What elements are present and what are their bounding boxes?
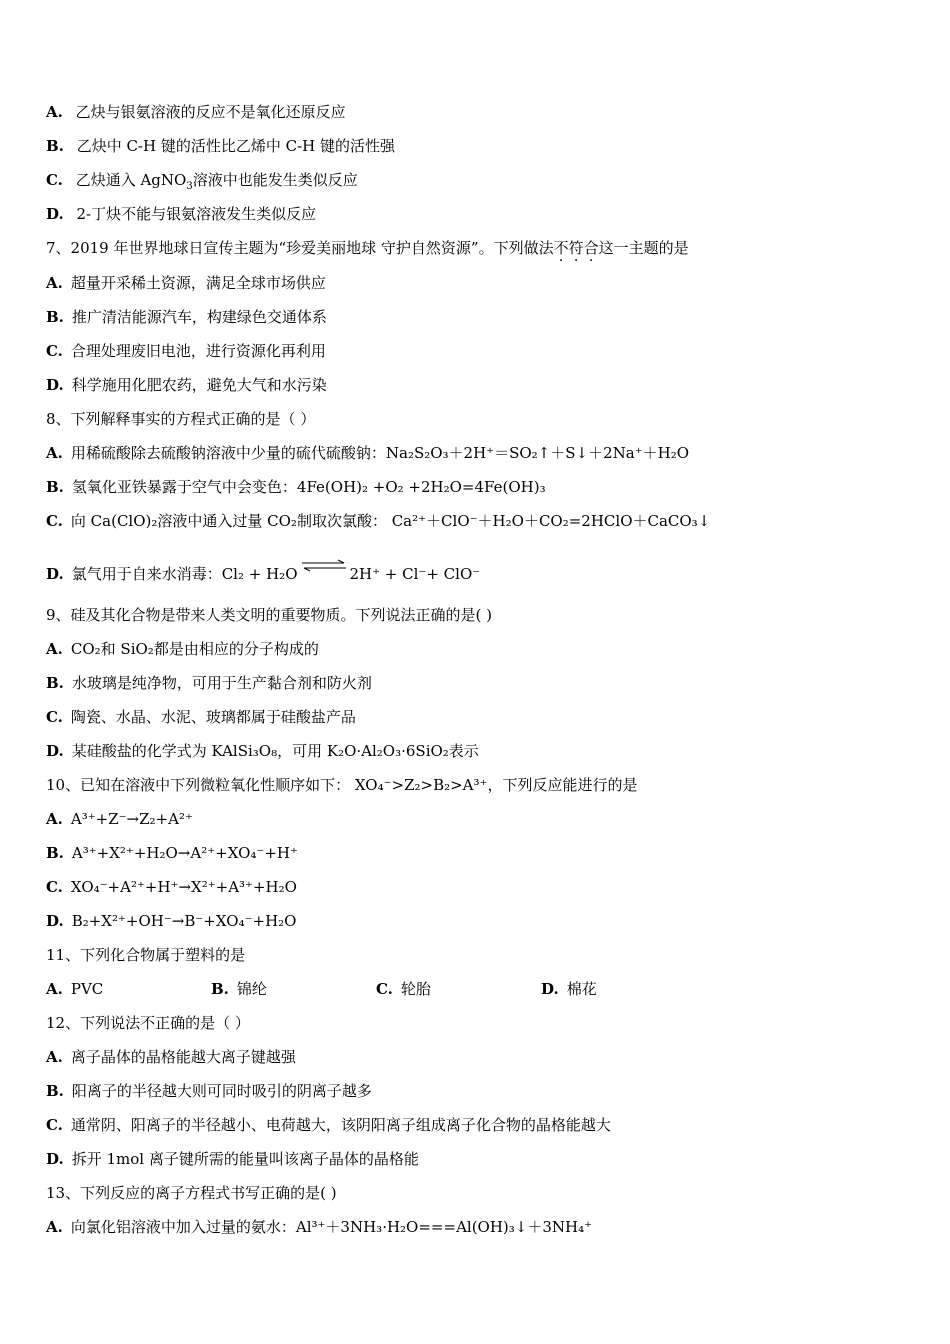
q12-option-b [46,1081,372,1101]
option-label: B. [46,674,64,692]
option-label: B. [46,844,64,862]
q7-option-d [46,375,327,395]
q10-option-d [46,911,296,931]
q11-options-row [46,979,661,999]
option-text: 氢氧化亚铁暴露于空气中会变色：4Fe(OH)₂ +O₂ +2H₂O=4Fe(OH)₃ [71,478,546,496]
option-label: D. [46,565,64,583]
option-text: 超量开采稀土资源，满足全球市场供应 [70,274,326,292]
equilibrium-arrow-icon [302,559,346,573]
option-label: C. [46,878,63,896]
q10-option-b [46,843,298,863]
option-text-post: 溶液中也能发生类似反应 [192,171,358,189]
option-text: 轮胎 [400,980,431,998]
option-text: 离子晶体的晶格能越大离子键越强 [70,1048,296,1066]
option-text: 水玻璃是纯净物，可用于生产黏合剂和防火剂 [71,674,372,692]
q8-option-c [46,511,710,531]
option-label: B. [46,137,64,155]
option-label: C. [376,980,393,998]
q10-option-c [46,877,297,897]
emphasis-char: 合 [583,239,599,257]
option-text-post: 2H⁺ + Cl⁻+ ClO⁻ [349,565,481,583]
option-text: 向 Ca(ClO)₂溶液中通入过量 CO₂制取次氯酸： Ca²⁺＋ClO⁻＋H₂O＋CO₂=2HClO＋CaCO₃↓ [70,512,711,530]
option-text: A³⁺+Z⁻→Z₂+A²⁺ [70,810,193,828]
option-label: D. [46,742,64,760]
q9-option-a [46,639,319,659]
option-label: A. [46,640,63,658]
option-label: A. [46,274,63,292]
option-text: A³⁺+X²⁺+H₂O→A²⁺+XO₄⁻+H⁺ [71,844,298,862]
q13-option-a [46,1217,592,1237]
option-text: 阳离子的半径越大则可同时吸引的阴离子越多 [71,1082,372,1100]
option-label: B. [46,308,64,326]
option-label: B. [211,980,229,998]
q11-option-c [376,979,541,999]
question-7-stem [46,238,689,258]
option-label: B. [46,478,64,496]
option-text: 推广清洁能源汽车，构建绿色交通体系 [71,308,327,326]
option-text-pre: 氯气用于自来水消毒：Cl₂ + H₂O [71,565,298,583]
option-label: A. [46,103,63,121]
question-10-stem: 10、已知在溶液中下列微粒氧化性顺序如下： XO₄⁻>Z₂>B₂>A³⁺，下列反应能进行的是 [46,776,638,794]
q12-option-d [46,1149,419,1169]
option-text: 锦纶 [236,980,267,998]
option-text: 乙炔中 C-H 键的活性比乙烯中 C-H 键的活性强 [76,137,396,155]
question-13-stem: 13、下列反应的离子方程式书写正确的是( ) [46,1184,337,1202]
option-text [75,171,358,192]
emphasis-char: 不 [553,239,569,257]
option-b [46,136,395,156]
option-label: D. [46,376,64,394]
q9-option-c [46,707,356,727]
option-text: 向氯化铝溶液中加入过量的氨水：Al³⁺＋3NH₃·H₂O===Al(OH)₃↓＋3NH₄⁺ [70,1218,593,1236]
q8-option-d [46,559,480,584]
option-label: A. [46,444,63,462]
option-label: D. [46,912,64,930]
q11-option-b [211,979,376,999]
option-label: D. [46,1150,64,1168]
q11-option-d [541,979,661,999]
subscript: 3 [186,181,193,192]
q9-option-b [46,673,372,693]
q12-option-a [46,1047,296,1067]
option-label: B. [46,1082,64,1100]
option-text: 拆开 1mol 离子键所需的能量叫该离子晶体的晶格能 [71,1150,419,1168]
option-text: 某硅酸盐的化学式为 KAlSi₃O₈，可用 K₂O·Al₂O₃·6SiO₂表示 [71,742,479,760]
option-text: B₂+X²⁺+OH⁻→B⁻+XO₄⁻+H₂O [71,912,297,930]
option-text: 陶瓷、水晶、水泥、玻璃都属于硅酸盐产品 [70,708,356,726]
option-label: A. [46,810,63,828]
q11-option-a [46,979,211,999]
q7-option-a [46,273,326,293]
option-d [46,204,316,224]
q8-option-a [46,443,689,463]
option-label: A. [46,980,63,998]
option-text: PVC [70,980,104,998]
option-label: A. [46,1048,63,1066]
emphasis-char: 符 [568,239,584,257]
option-text: XO₄⁻+A²⁺+H⁺→X²⁺+A³⁺+H₂O [70,878,297,896]
option-text: 用稀硫酸除去硫酸钠溶液中少量的硫代硫酸钠：Na₂S₂O₃＋2H⁺＝SO₂↑＋S↓＋2Na⁺＋H₂O [70,444,690,462]
option-text-pre: 乙炔通入 AgNO [75,171,187,189]
question-9-stem: 9、硅及其化合物是带来人类文明的重要物质。下列说法正确的是( ) [46,606,493,624]
option-label: D. [541,980,559,998]
question-8-stem: 8、下列解释事实的方程式正确的是（ ） [46,410,316,428]
option-label: A. [46,1218,63,1236]
q7-option-c [46,341,326,361]
stem-post: 这一主题的是 [598,239,689,257]
option-a [46,102,346,122]
option-label: C. [46,171,63,189]
option-text: 合理处理废旧电池，进行资源化再利用 [70,342,326,360]
option-text: 棉花 [566,980,597,998]
option-text: 科学施用化肥农药，避免大气和水污染 [71,376,327,394]
question-12-stem: 12、下列说法不正确的是（ ） [46,1014,250,1032]
q12-option-c [46,1115,611,1135]
option-text: CO₂和 SiO₂都是由相应的分子构成的 [70,640,319,658]
option-label: C. [46,342,63,360]
q10-option-a [46,809,193,829]
option-label: C. [46,708,63,726]
option-text: 2-丁炔不能与银氨溶液发生类似反应 [76,205,317,223]
option-label: C. [46,1116,63,1134]
q7-option-b [46,307,327,327]
stem-pre: 7、2019 年世界地球日宣传主题为“珍爱美丽地球 守护自然资源”。下列做法 [46,239,554,257]
option-text: 乙炔与银氨溶液的反应不是氧化还原反应 [75,103,346,121]
option-text: 通常阴、阳离子的半径越小、电荷越大，该阴阳离子组成离子化合物的晶格能越大 [70,1116,611,1134]
question-11-stem: 11、下列化合物属于塑料的是 [46,946,246,964]
option-label: D. [46,205,64,223]
q8-option-b [46,477,546,497]
option-c [46,170,358,190]
q9-option-d [46,741,479,761]
option-label: C. [46,512,63,530]
